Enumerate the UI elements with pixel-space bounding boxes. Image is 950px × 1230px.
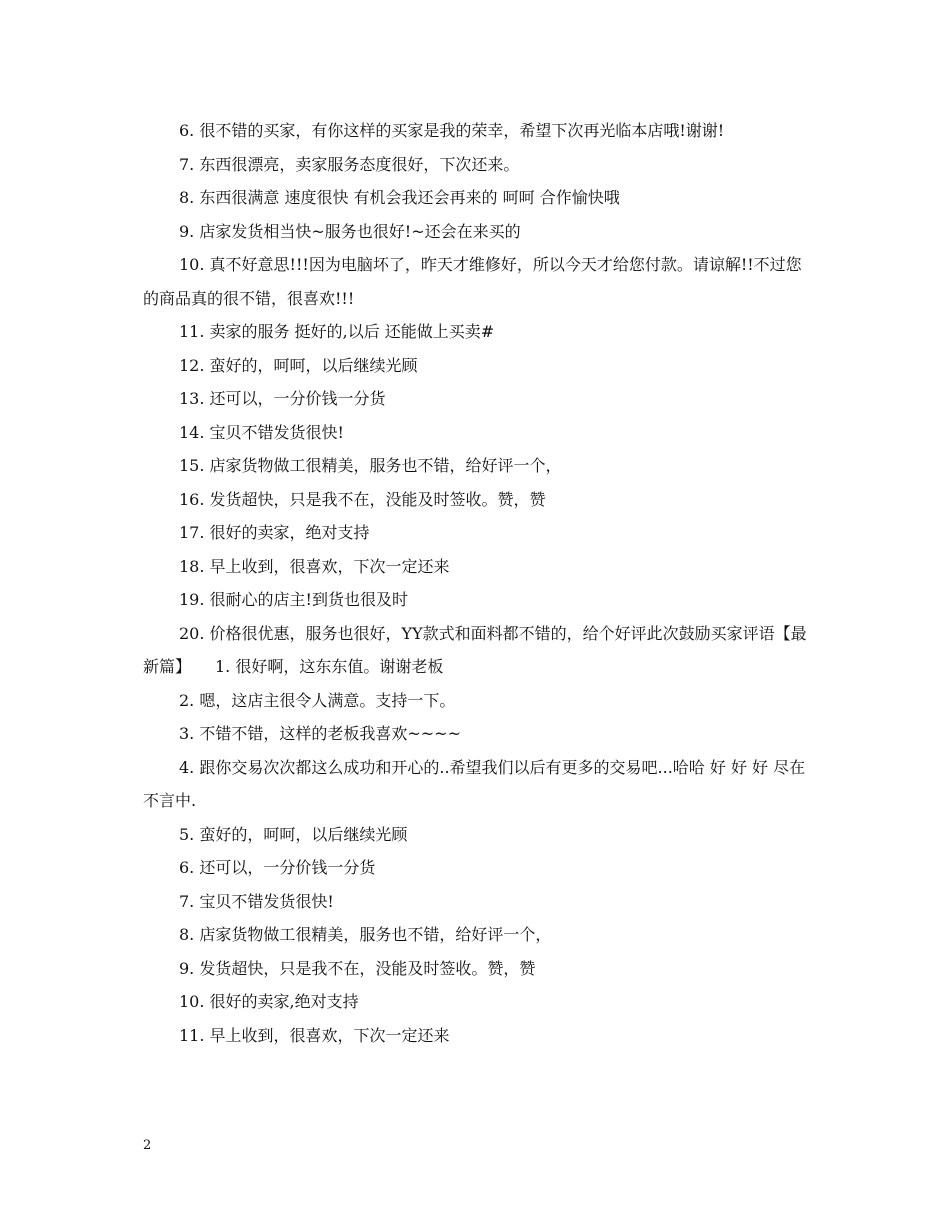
- list-item: 16. 发货超快，只是我不在，没能及时签收。赞，赞: [179, 489, 546, 509]
- list-item: 20. 价格很优惠，服务也很好，YY款式和面料都不错的，给个好评此次鼓励买家评语【最新篇】 1. 很好啊，这东东值。谢谢老板: [143, 623, 807, 676]
- list-item: 9. 发货超快，只是我不在，没能及时签收。赞，赞: [179, 958, 536, 978]
- list-item: 8. 店家货物做工很精美，服务也不错，给好评一个，: [179, 925, 552, 944]
- list-item: 11. 卖家的服务 挺好的,以后 还能做上买卖#: [179, 322, 495, 341]
- list-item: 14. 宝贝不错发货很快!: [179, 422, 344, 442]
- list-item: 6. 很不错的买家，有你这样的买家是我的荣幸，希望下次再光临本店哦!谢谢!: [179, 121, 725, 140]
- list-item: 4. 跟你交易次次都这么成功和开心的..希望我们以后有更多的交易吧...哈哈 好 好 好 尽在不言中.: [143, 757, 806, 810]
- list-item: 2. 嗯，这店主很令人满意。支持一下。: [179, 690, 456, 710]
- page-number: 2: [143, 1138, 152, 1153]
- list-item: 13. 还可以，一分价钱一分货: [179, 389, 386, 408]
- list-item: 6. 还可以，一分价钱一分货: [179, 858, 376, 877]
- list-item: 18. 早上收到，很喜欢，下次一定还来: [179, 556, 450, 576]
- list-item: 3. 不错不错，这样的老板我喜欢~~~~: [179, 724, 461, 743]
- document-body: [143, 114, 813, 1052]
- list-item: 10. 很好的卖家,绝对支持: [179, 992, 359, 1011]
- list-item: 17. 很好的卖家，绝对支持: [179, 523, 370, 542]
- list-item: 15. 店家货物做工很精美，服务也不错，给好评一个，: [179, 456, 562, 475]
- list-item: 19. 很耐心的店主!到货也很及时: [179, 590, 408, 609]
- list-item: 7. 宝贝不错发货很快!: [179, 891, 334, 911]
- list-item: 5. 蛮好的，呵呵，以后继续光顾: [179, 824, 408, 844]
- list-item: 10. 真不好意思!!!因为电脑坏了，昨天才维修好，所以今天才给您付款。请谅解!!不过您的商品真的很不错，很喜欢!!!: [143, 255, 802, 308]
- list-item: 7. 东西很漂亮，卖家服务态度很好，下次还来。: [179, 154, 520, 174]
- list-item: 8. 东西很满意 速度很快 有机会我还会再来的 呵呵 合作愉快哦: [179, 188, 620, 207]
- list-item: 12. 蛮好的，呵呵，以后继续光顾: [179, 355, 418, 375]
- list-item: 9. 店家发货相当快~服务也很好!~还会在来买的: [179, 221, 521, 241]
- list-item: 11. 早上收到，很喜欢，下次一定还来: [179, 1025, 450, 1045]
